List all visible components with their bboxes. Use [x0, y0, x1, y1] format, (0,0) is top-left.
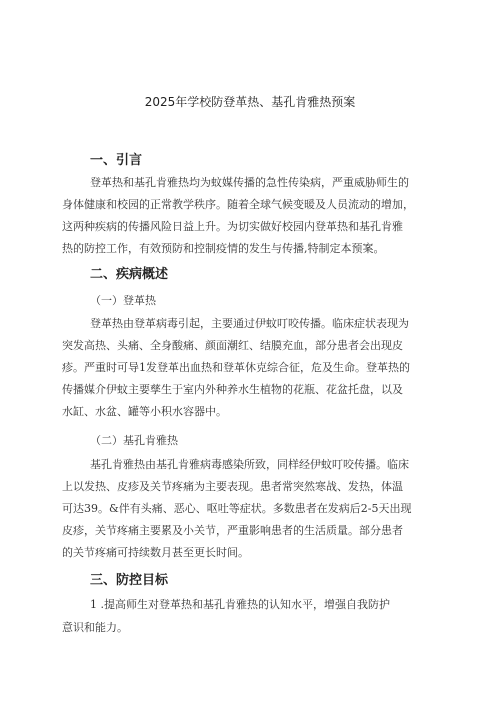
section-heading-prevention-goals: 三、防控目标: [90, 573, 169, 588]
paragraph-line: 的关节疼痛可持续数月甚至更长时间。: [62, 546, 249, 559]
paragraph-line: 这两种疾病的传播风险日益上升。为切实做好校园内登革热和基孔肯雅: [62, 220, 403, 233]
paragraph-line: 身体健康和校园的正常教学秩序。随着全球气候变暖及人员流动的增加，: [62, 198, 414, 211]
subsection-heading-chikungunya: （二）基孔肯雅热: [90, 434, 178, 447]
paragraph-line: 登革热和基孔肯雅热均为蚊媒传播的急性传染病，严重威胁师生的: [90, 176, 409, 189]
paragraph-line: 热的防控工作，有效预防和控制疫情的发生与传播,特制定本预案。: [62, 242, 385, 255]
section-heading-introduction: 一、引言: [90, 153, 143, 168]
section-heading-disease-overview: 二、疾病概述: [90, 267, 169, 282]
paragraph-line: 上以发热、皮疹及关节疼痛为主要表现。患者常突然寒战、发热，体温: [62, 480, 403, 493]
paragraph-line: 基孔肯雅热由基孔肯雅病毒感染所致，同样经伊蚊叮咬传播。临床: [90, 458, 409, 471]
subsection-heading-dengue: （一）登革热: [90, 294, 156, 307]
paragraph-line: 意识和能力。: [62, 621, 128, 634]
paragraph-line: 疹。严重时可导1发登革出血热和登革休克综合征，危及生命。登革热的: [62, 361, 410, 374]
paragraph-line: 可达39。&伴有头痛、恶心、呕吐等症状。多数患者在发病后2-5天出现: [62, 502, 412, 515]
paragraph-line: 1 .提高师生对登革热和基孔肯雅热的认知水平，增强自我防护: [90, 598, 390, 611]
paragraph-line: 传播媒介伊蚊主要孳生于室内外种养水生植物的花瓶、花盆托盘，以及: [62, 383, 403, 396]
paragraph-line: 水缸、水盆、罐等小积水容器中。: [62, 405, 227, 418]
paragraph-line: 登革热由登革病毒引起，主要通过伊蚊叮咬传播。临床症状表现为: [90, 317, 409, 330]
document-title: 2025年学校防登革热、基孔肯雅热预案: [144, 95, 356, 109]
paragraph-line: 突发高热、头痛、全身酸痛、颜面潮红、结膜充血，部分患者会出现皮: [62, 339, 403, 352]
paragraph-line: 皮疹，关节疼痛主要累及小关节，严重影响患者的生活质量。部分患者: [62, 524, 403, 537]
